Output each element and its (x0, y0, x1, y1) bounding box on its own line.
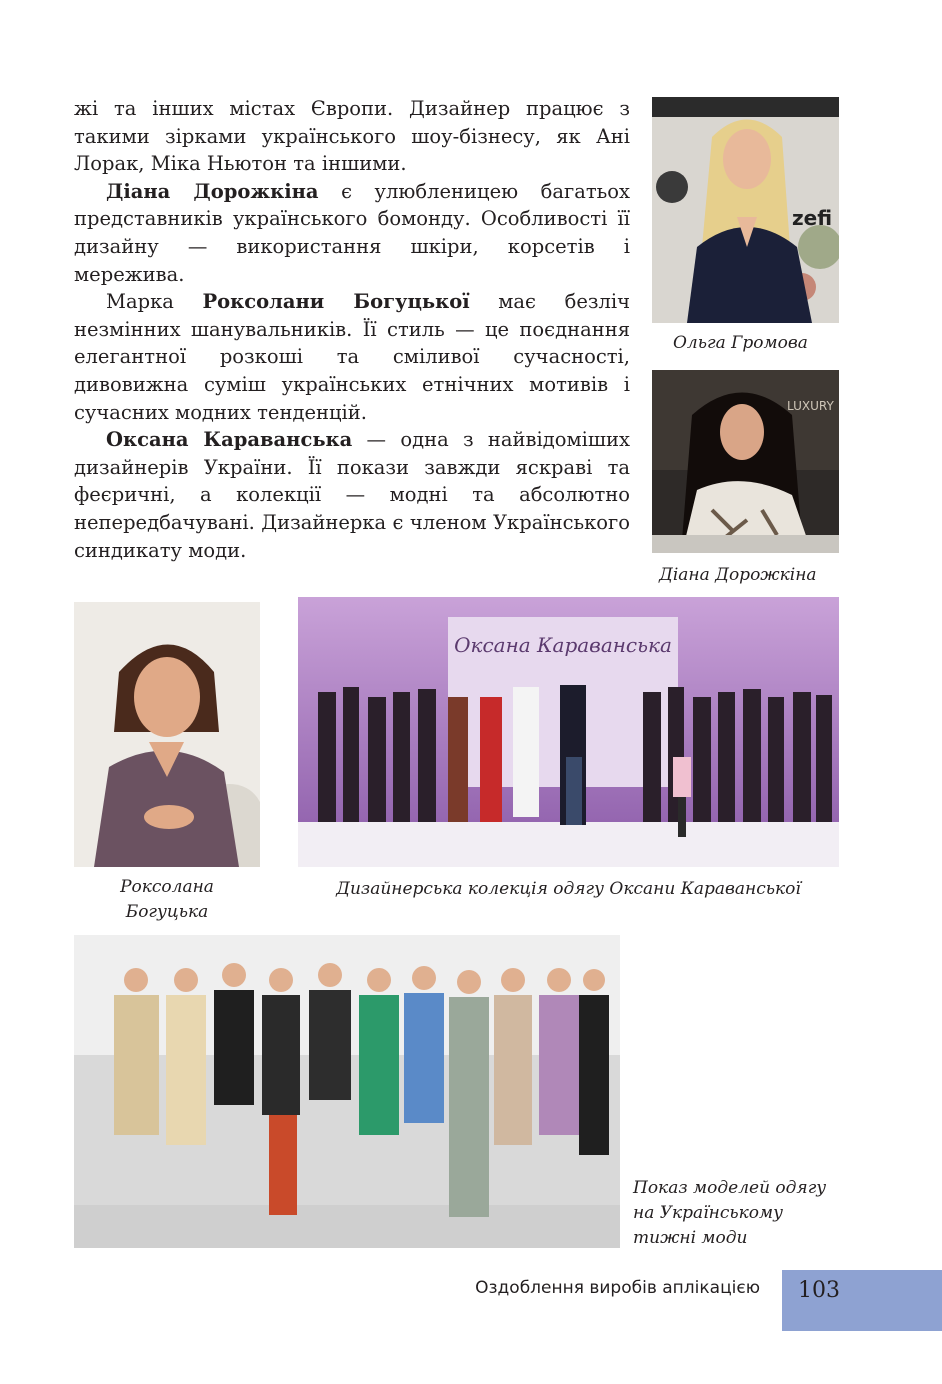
paragraph-3 (74, 288, 630, 426)
paragraph-3-lead: Марка (106, 290, 203, 314)
backdrop-sign: LUXURY (787, 399, 834, 413)
name-bohutska: Роксолани Богуцької (202, 290, 470, 314)
paragraph-4 (74, 426, 630, 564)
backdrop-sign: zefi (792, 206, 833, 230)
page-number-box (782, 1270, 942, 1331)
paragraph-2 (74, 178, 630, 288)
caption-fashion-week (633, 1176, 826, 1251)
caption-bohutska (74, 875, 260, 925)
caption-bohutska-line1: Роксолана (120, 877, 214, 897)
caption-bohutska-line2: Богуцька (125, 902, 209, 922)
paragraph-4-text: — одна з найвідоміших дизайнерів України. Її покази завжди яскраві та феєричні, а колекції — модні та абсолютно непередбачувані. Дизайнерка є членом Українського синдикату моди. (74, 428, 630, 562)
photo-dorozhkina (652, 370, 839, 553)
caption-fashion-week-line3: тижні моди (633, 1228, 748, 1248)
caption-dorozhkina: Діана Дорожкіна (659, 565, 817, 585)
paragraph-3-text: має безліч незмінних шанувальників. Її стиль — це поєднання елегантної розкоші та сміливої сучасності, дивовижна суміш українських етнічних мотивів і сучасних модних тенденцій. (74, 290, 631, 424)
photo-bohutska (74, 602, 260, 867)
photo-karavanska-collection (298, 597, 839, 867)
paragraph-1: жі та інших містах Європи. Дизайнер працює з такими зірками українського шоу-бізнесу, як Ані Лорак, Міка Ньютон та іншими. (74, 97, 630, 176)
name-karavanska: Оксана Караванська (106, 428, 353, 452)
runway-sign: Оксана Караванська (454, 633, 672, 657)
chapter-title: Оздоблення виробів аплікацією (475, 1278, 760, 1298)
body-text (74, 95, 630, 564)
photo-hromova (652, 97, 839, 323)
name-dorozhkina: Діана Дорожкіна (106, 179, 319, 203)
caption-fashion-week-line2: на Українському (633, 1203, 783, 1223)
caption-hromova: Ольга Громова (673, 333, 808, 353)
caption-collection: Дизайнерська колекція одягу Оксани Караванської (336, 879, 801, 899)
photo-fashion-week (74, 935, 620, 1248)
page-number: 103 (798, 1278, 840, 1303)
caption-fashion-week-line1: Показ моделей одягу (633, 1178, 827, 1198)
paragraph-2-text: є улюбленицею багатьох представників українського бомонду. Особливості її дизайну — використання шкіри, корсетів і мережива. (74, 179, 631, 286)
